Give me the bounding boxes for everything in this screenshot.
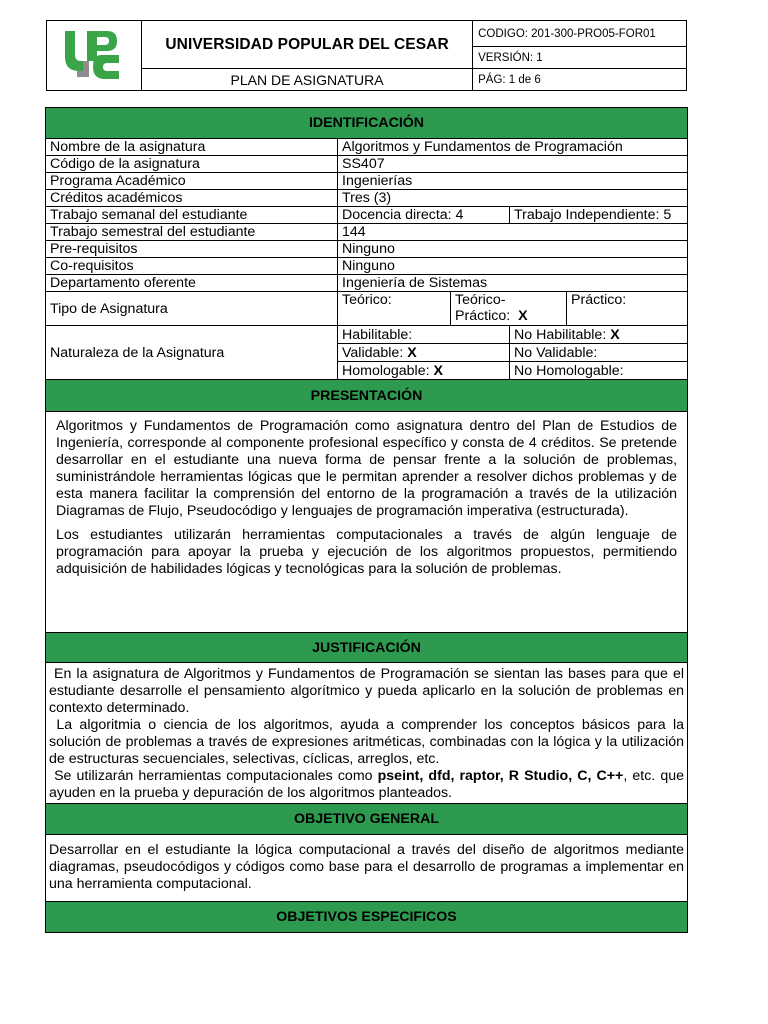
theo-practical-label: Teórico-Práctico: [455,292,511,324]
general-objective-text: Desarrollar en el estudiante la lógica computacional a través del diseño de algoritmos mediante diagramas, pseudocódigos y códigos como base para el desarrollo de programas a implementar en una herramienta computacional. [49,842,685,892]
value-direct-teaching: Docencia directa: 4 [338,207,510,224]
theo-practical-mark: X [518,308,528,324]
value-validable [338,344,510,362]
justification-tools: pseint, dfd, raptor, R Studio, C, C++ [377,768,624,784]
homologable-mark: X [433,362,443,379]
section-general-objective: OBJETIVO GENERAL [46,804,688,835]
no-habilitable-mark: X [610,326,620,343]
label-department: Departamento oferente [46,275,338,292]
justification-text-1: En la asignatura de Algoritmos y Fundamentos de Programación se sientan las bases para que el estudiante desarrolle el pensamiento algorítmico y pueda aplicarlo en la solución de problemas en contexto determinado. [49,666,685,716]
value-program: Ingenierías [338,173,688,190]
label-semester-work: Trabajo semestral del estudiante [46,224,338,241]
document-type: PLAN DE ASIGNATURA [142,69,473,91]
page-number: PÁG: 1 de 6 [473,69,687,91]
no-habilitable-label: No Habilitable: [514,326,607,343]
label-prerequisites: Pre-requisitos [46,241,338,258]
label-course-code: Código de la asignatura [46,156,338,173]
justification-paragraph-3 [49,768,684,802]
label-course-nature: Naturaleza de la Asignatura [46,326,338,380]
value-course-name: Algoritmos y Fundamentos de Programación [338,139,688,156]
justification-text-3a: Se utilizarán herramientas computacionales como [54,768,378,784]
presentation-paragraph-2: Los estudiantes utilizarán herramientas computacionales a través de algún lenguaje de programación para apoyar la prueba y ejecución de los algoritmos propuestos, permitiendo adquisición de habilidades lógicas y tecnológicas para la solución de problemas. [56,527,678,577]
university-name: UNIVERSIDAD POPULAR DEL CESAR [142,21,473,69]
general-objective-body [46,835,688,902]
value-credits: Tres (3) [338,190,688,207]
validable-label: Validable: [342,344,404,361]
university-logo [63,25,125,81]
value-no-habilitable [510,326,688,344]
justification-paragraph-2 [49,717,684,768]
presentation-paragraph-1: Algoritmos y Fundamentos de Programación como asignatura dentro del Plan de Estudios de Ingeniería, corresponde al componente profesional específico y consta de 4 créditos. Se pretende desarrollar en el estudiante una nueva forma de pensar frente a la solución de problemas, suministrándole herramientas lógicas que le permitan aprender a resolver dichos problemas y de esta manera facilitar la comprensión del entorno de la programación a través de la utilización Diagramas de Flujo, Pseudocódigo y lenguajes de programación imperativa (estructurada). [56,418,678,519]
logo-cell [47,21,142,91]
section-specific-objectives: OBJETIVOS ESPECIFICOS [46,902,688,933]
justification-paragraph-1 [49,666,684,717]
section-identification: IDENTIFICACIÓN [46,108,688,139]
label-course-type: Tipo de Asignatura [46,292,338,326]
justification-body [46,663,688,804]
justification-text-3b: , etc. que ayuden en la prueba y depuración de los algoritmos planteados. [49,768,684,801]
value-independent-work: Trabajo Independiente: 5 [510,207,688,224]
validable-mark: X [407,344,417,361]
course-plan-table [45,107,687,933]
value-prerequisites: Ninguno [338,241,688,258]
document-code: CODIGO: 201-300-PRO05-FOR01 [473,21,687,47]
label-corequisites: Co-requisitos [46,258,338,275]
homologable-label: Homologable: [342,362,430,379]
label-credits: Créditos académicos [46,190,338,207]
label-weekly-work: Trabajo semanal del estudiante [46,207,338,224]
value-semester-work: 144 [338,224,688,241]
value-type-theoretical: Teórico: [338,292,451,326]
value-type-practical: Práctico: [567,292,688,326]
value-type-theo-practical [451,292,567,326]
document-version: VERSIÓN: 1 [473,47,687,69]
section-justification: JUSTIFICACIÓN [46,633,688,663]
section-presentation: PRESENTACIÓN [46,380,688,412]
presentation-body [46,412,688,633]
value-homologable [338,362,510,380]
value-no-homologable: No Homologable: [510,362,688,380]
label-program: Programa Académico [46,173,338,190]
value-no-validable: No Validable: [510,344,688,362]
value-corequisites: Ninguno [338,258,688,275]
justification-text-2: La algoritmia o ciencia de los algoritmos, ayuda a comprender los conceptos básicos para la solución de problemas a través de expresiones aritméticas, combinadas con la lógica y la utilización de estructuras secuenciales, selectivas, cíclicas, arreglos, etc. [49,717,685,767]
label-course-name: Nombre de la asignatura [46,139,338,156]
document-header [46,20,687,90]
value-habilitable: Habilitable: [338,326,510,344]
value-course-code: SS407 [338,156,688,173]
value-department: Ingeniería de Sistemas [338,275,688,292]
